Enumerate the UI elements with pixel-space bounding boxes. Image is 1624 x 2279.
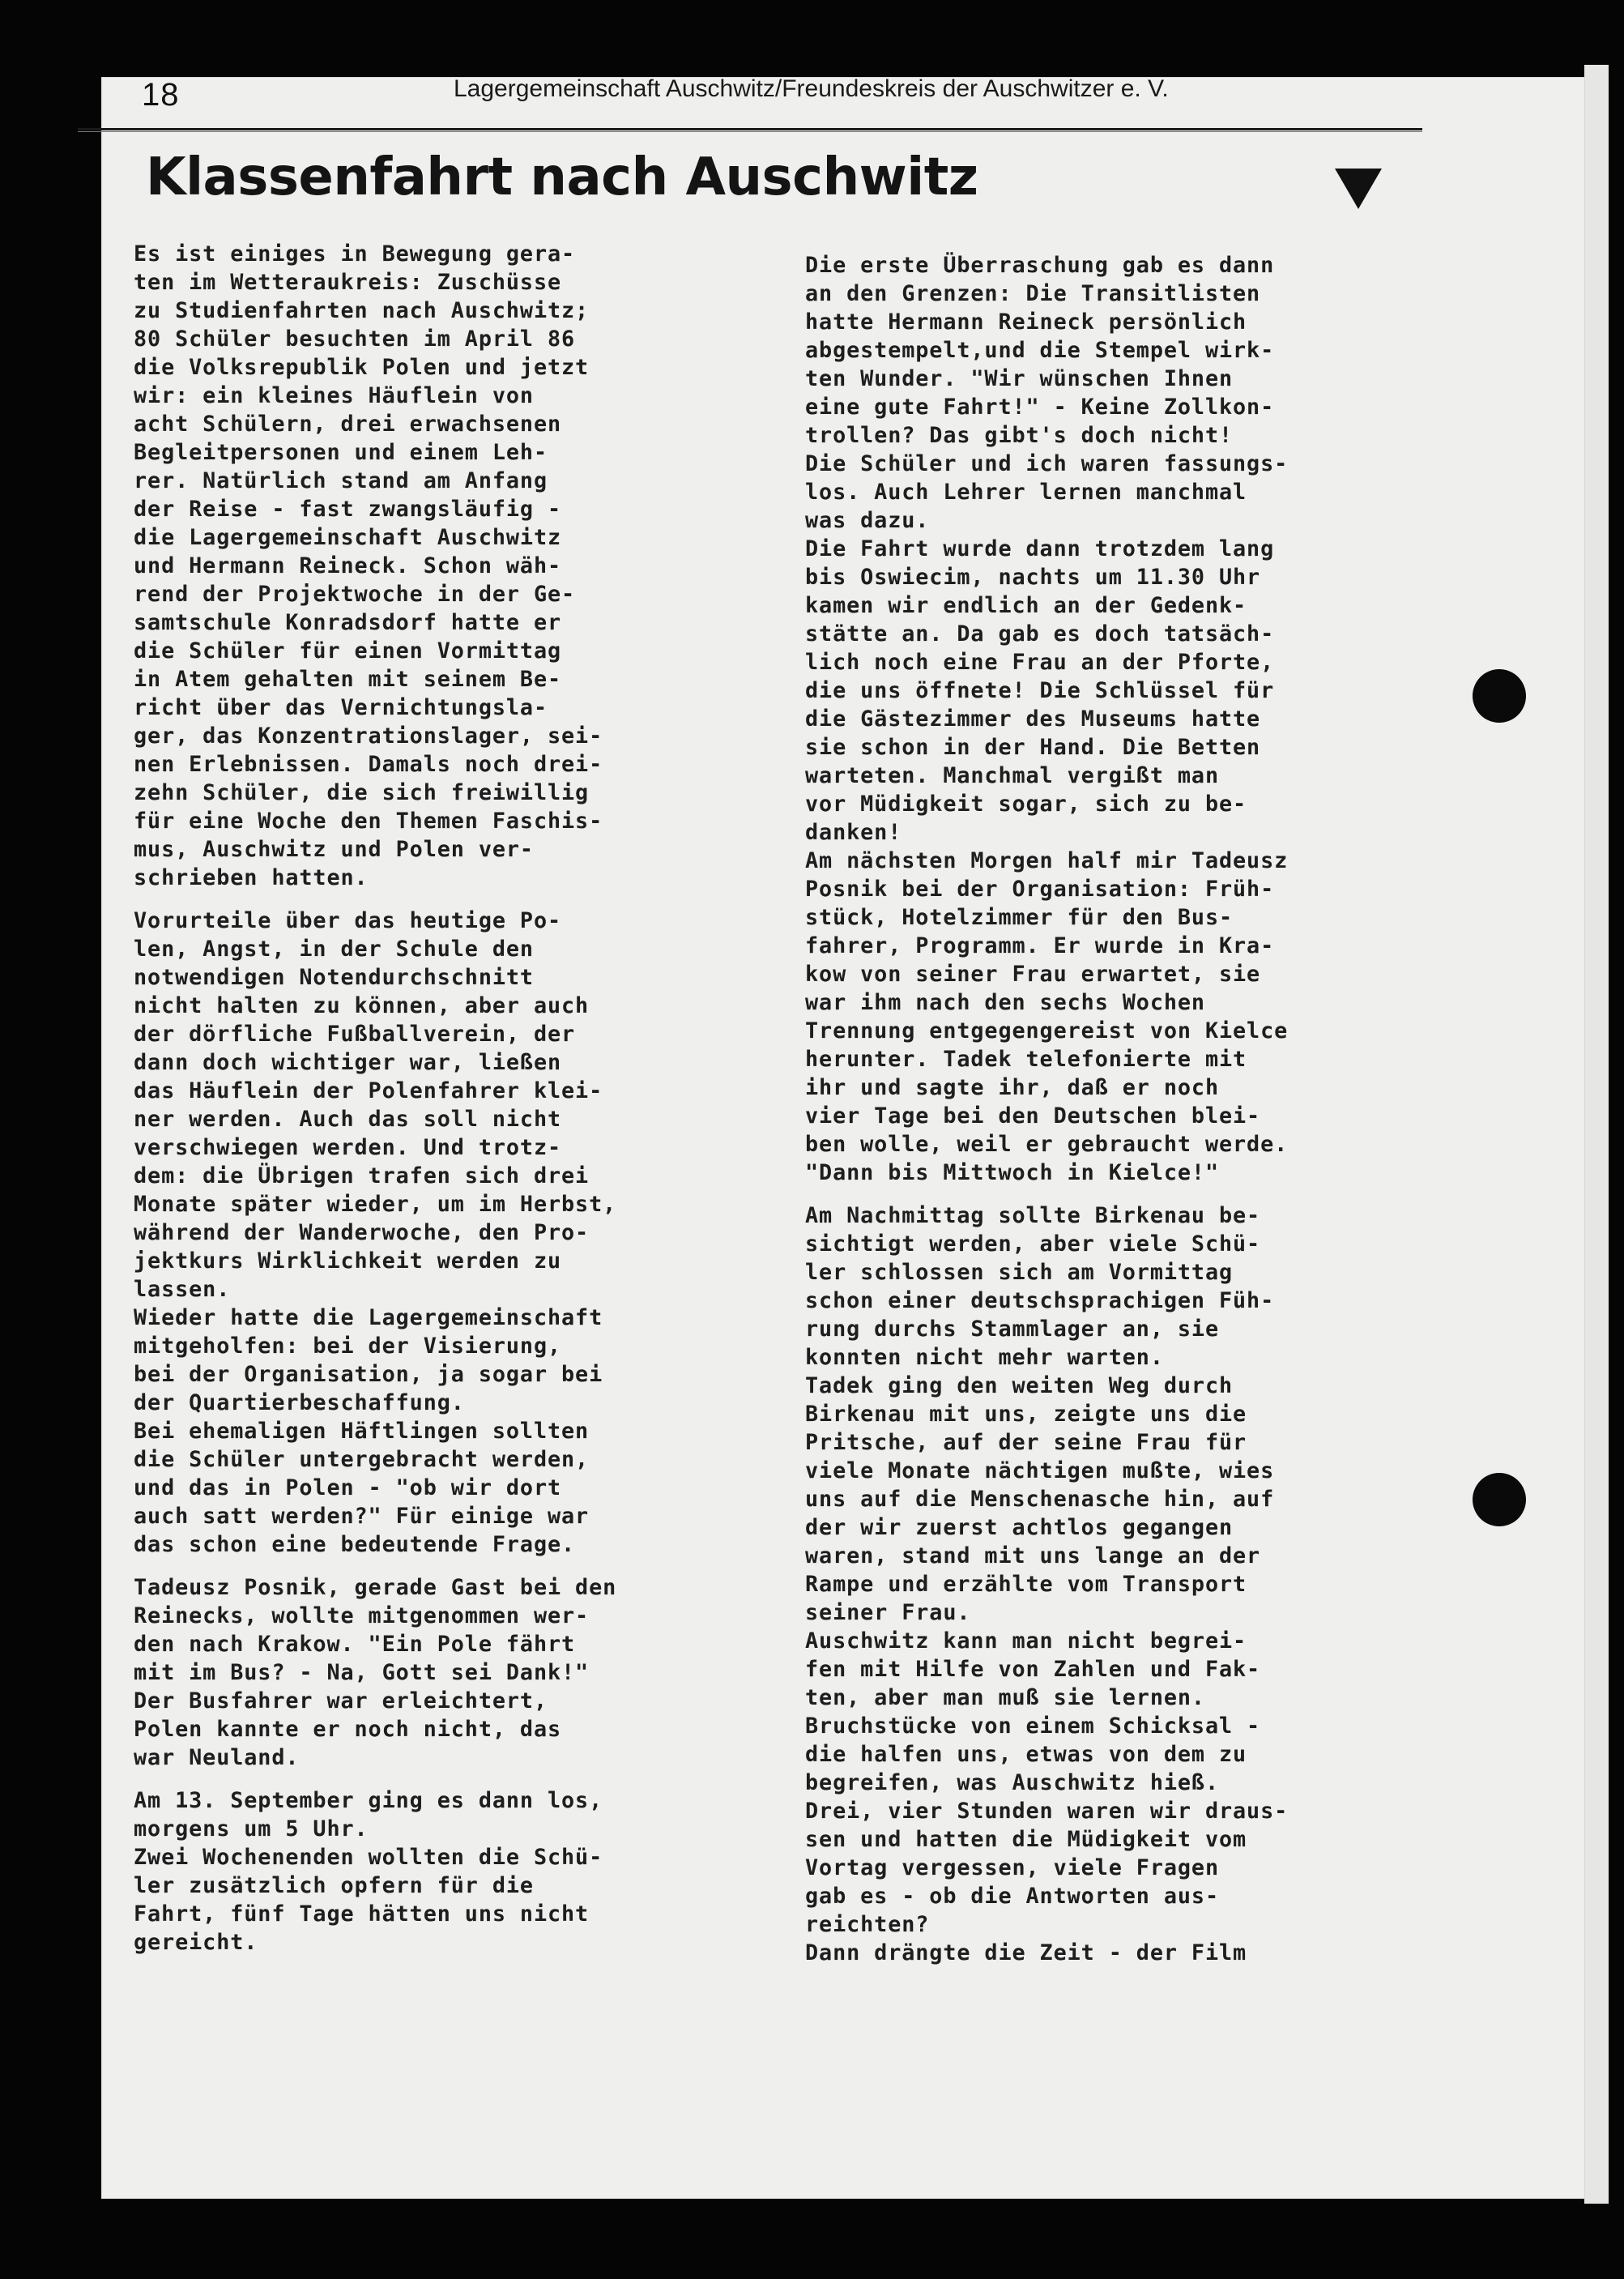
text-line: acht Schülern, drei erwachsenen [134, 412, 562, 437]
punch-hole [1473, 1473, 1526, 1526]
text-line: seiner Frau. [805, 1600, 971, 1625]
text-line: Monate später wieder, um im Herbst, [134, 1192, 617, 1217]
text-line: sichtigt werden, aber viele Schü- [805, 1231, 1261, 1257]
punch-hole [1473, 669, 1526, 723]
text-line: verschwiegen werden. Und trotz- [134, 1135, 562, 1160]
text-line: ten Wunder. "Wir wünschen Ihnen [805, 366, 1234, 391]
text-line: der wir zuerst achtlos gegangen [805, 1515, 1234, 1540]
text-line: ner werden. Auch das soll nicht [134, 1107, 562, 1132]
text-line: ler schlossen sich am Vormittag [805, 1260, 1234, 1285]
text-line: lich noch eine Frau an der Pforte, [805, 650, 1275, 675]
text-line: die Schüler für einen Vormittag [134, 638, 562, 664]
text-line: Tadek ging den weiten Weg durch [805, 1373, 1234, 1398]
text-line: lassen. [134, 1277, 231, 1302]
paragraph [134, 907, 616, 1559]
text-line: rer. Natürlich stand am Anfang [134, 468, 548, 493]
text-line: kow von seiner Frau erwartet, sie [805, 962, 1261, 987]
text-line: die Volksrepublik Polen und jetzt [134, 355, 590, 380]
text-line: waren, stand mit uns lange an der [805, 1543, 1261, 1568]
text-line: die Gästezimmer des Museums hatte [805, 706, 1261, 732]
text-line: das schon eine bedeutende Frage. [134, 1532, 576, 1557]
text-line: für eine Woche den Themen Faschis- [134, 809, 603, 834]
text-line: dem: die Übrigen trafen sich drei [134, 1163, 590, 1189]
text-line: der Quartierbeschaffung. [134, 1390, 465, 1415]
paragraph [805, 1201, 1288, 1967]
text-line: nen Erlebnissen. Damals noch drei- [134, 752, 603, 777]
down-triangle-icon [1335, 169, 1382, 209]
text-line: nicht halten zu können, aber auch [134, 993, 590, 1018]
text-line: Am 13. September ging es dann los, [134, 1788, 603, 1813]
text-line: der dörfliche Fußballverein, der [134, 1022, 576, 1047]
text-line: die Schüler untergebracht werden, [134, 1447, 590, 1472]
text-line: schon einer deutschsprachigen Füh- [805, 1288, 1275, 1313]
text-line: Die Schüler und ich waren fassungs- [805, 451, 1289, 476]
text-line: zehn Schüler, die sich freiwillig [134, 780, 590, 805]
text-line: Zwei Wochenenden wollten die Schü- [134, 1845, 603, 1870]
text-line: die Lagergemeinschaft Auschwitz [134, 525, 562, 550]
text-line: das Häuflein der Polenfahrer klei- [134, 1078, 603, 1103]
text-line: den nach Krakow. "Ein Pole fährt [134, 1632, 576, 1657]
text-line: Trennung entgegengereist von Kielce [805, 1018, 1289, 1043]
text-line: die uns öffnete! Die Schlüssel für [805, 678, 1275, 703]
text-line: Der Busfahrer war erleichtert, [134, 1688, 548, 1714]
text-line: ger, das Konzentrationslager, sei- [134, 723, 603, 749]
text-line: kamen wir endlich an der Gedenk- [805, 593, 1247, 618]
text-line: ihr und sagte ihr, daß er noch [805, 1075, 1219, 1100]
text-line: mit im Bus? - Na, Gott sei Dank!" [134, 1660, 590, 1685]
text-line: bei der Organisation, ja sogar bei [134, 1362, 603, 1387]
text-line: Drei, vier Stunden waren wir draus- [805, 1799, 1289, 1824]
text-line: hatte Hermann Reineck persönlich [805, 309, 1247, 335]
header-rule [78, 128, 1422, 130]
text-line: konnten nicht mehr warten. [805, 1345, 1164, 1370]
text-line: abgestempelt,und die Stempel wirk- [805, 338, 1275, 363]
text-line: warteten. Manchmal vergißt man [805, 763, 1219, 788]
text-line: Die erste Überraschung gab es dann [805, 253, 1275, 278]
text-line: Birkenau mit uns, zeigte uns die [805, 1402, 1247, 1427]
text-line: fahrer, Programm. Er wurde in Kra- [805, 933, 1275, 958]
text-line: gab es - ob die Antworten aus- [805, 1884, 1219, 1909]
text-line: in Atem gehalten mit seinem Be- [134, 667, 562, 692]
text-line: samtschule Konradsdorf hatte er [134, 610, 562, 635]
text-line: Polen kannte er noch nicht, das [134, 1717, 562, 1742]
text-line: vor Müdigkeit sogar, sich zu be- [805, 792, 1247, 817]
text-line: mitgeholfen: bei der Visierung, [134, 1334, 562, 1359]
page-edge [1584, 65, 1609, 2204]
text-line: notwendigen Notendurchschnitt [134, 965, 534, 990]
text-line: Fahrt, fünf Tage hätten uns nicht [134, 1901, 590, 1927]
text-line: Auschwitz kann man nicht begrei- [805, 1628, 1247, 1654]
text-line: trollen? Das gibt's doch nicht! [805, 423, 1234, 448]
text-line: "Dann bis Mittwoch in Kielce!" [805, 1160, 1219, 1185]
text-line: Dann drängte die Zeit - der Film [805, 1940, 1247, 1965]
text-line: ler zusätzlich opfern für die [134, 1873, 534, 1898]
text-line: zu Studienfahrten nach Auschwitz; [134, 298, 590, 323]
text-line: der Reise - fast zwangsläufig - [134, 497, 562, 522]
text-line: los. Auch Lehrer lernen manchmal [805, 480, 1247, 505]
text-line: gereicht. [134, 1930, 258, 1955]
text-line: reichten? [805, 1912, 930, 1937]
text-line: jektkurs Wirklichkeit werden zu [134, 1248, 562, 1274]
text-line: Vorurteile über das heutige Po- [134, 908, 562, 933]
text-line: fen mit Hilfe von Zahlen und Fak- [805, 1657, 1261, 1682]
text-line: wir: ein kleines Häuflein von [134, 383, 534, 408]
text-line: Reinecks, wollte mitgenommen wer- [134, 1603, 590, 1628]
text-line: mus, Auschwitz und Polen ver- [134, 837, 534, 862]
running-head: Lagergemeinschaft Auschwitz/Freundeskreis der Auschwitzer e. V. [454, 75, 1169, 102]
paragraph [134, 1573, 616, 1772]
text-line: 80 Schüler besuchten im April 86 [134, 326, 576, 352]
text-line: richt über das Vernichtungsla- [134, 695, 548, 720]
article-title: Klassenfahrt nach Auschwitz [146, 147, 978, 207]
text-line: morgens um 5 Uhr. [134, 1816, 369, 1842]
right-column [805, 251, 1288, 1982]
text-line: bis Oswiecim, nachts um 11.30 Uhr [805, 565, 1261, 590]
text-line: viele Monate nächtigen mußte, wies [805, 1458, 1275, 1483]
text-line: Pritsche, auf der seine Frau für [805, 1430, 1247, 1455]
text-line: Posnik bei der Organisation: Früh- [805, 877, 1275, 902]
text-line: Am Nachmittag sollte Birkenau be- [805, 1203, 1261, 1228]
text-line: Am nächsten Morgen half mir Tadeusz [805, 848, 1289, 873]
text-line: an den Grenzen: Die Transitlisten [805, 281, 1261, 306]
text-line: Rampe und erzählte vom Transport [805, 1572, 1247, 1597]
paragraph [134, 1786, 616, 1957]
text-line: rend der Projektwoche in der Ge- [134, 582, 576, 607]
text-line: war ihm nach den sechs Wochen [805, 990, 1205, 1015]
text-line: eine gute Fahrt!" - Keine Zollkon- [805, 395, 1275, 420]
text-line: stätte an. Da gab es doch tatsäch- [805, 621, 1275, 647]
text-line: Begleitpersonen und einem Leh- [134, 440, 548, 465]
text-line: sie schon in der Hand. Die Betten [805, 735, 1261, 760]
text-line: ten im Wetteraukreis: Zuschüsse [134, 270, 562, 295]
text-line: und Hermann Reineck. Schon wäh- [134, 553, 562, 578]
text-line: begreifen, was Auschwitz hieß. [805, 1770, 1219, 1795]
text-line: sen und hatten die Müdigkeit vom [805, 1827, 1247, 1852]
text-line: rung durchs Stammlager an, sie [805, 1317, 1219, 1342]
text-line: uns auf die Menschenasche hin, auf [805, 1487, 1275, 1512]
text-line: vier Tage bei den Deutschen blei- [805, 1103, 1261, 1129]
text-line: Wieder hatte die Lagergemeinschaft [134, 1305, 603, 1330]
text-line: während der Wanderwoche, den Pro- [134, 1220, 590, 1245]
text-line: Tadeusz Posnik, gerade Gast bei den [134, 1575, 617, 1600]
text-line: danken! [805, 820, 902, 845]
text-line: was dazu. [805, 508, 930, 533]
text-line: war Neuland. [134, 1745, 300, 1770]
text-line: ten, aber man muß sie lernen. [805, 1685, 1205, 1710]
header-rule-thin [78, 131, 1422, 132]
paragraph [805, 251, 1288, 1187]
text-line: die halfen uns, etwas von dem zu [805, 1742, 1247, 1767]
text-line: stück, Hotelzimmer für den Bus- [805, 905, 1234, 930]
text-line: ben wolle, weil er gebraucht werde. [805, 1132, 1289, 1157]
text-line: Die Fahrt wurde dann trotzdem lang [805, 536, 1275, 561]
text-line: Es ist einiges in Bewegung gera- [134, 241, 576, 267]
paragraph [134, 240, 616, 892]
text-line: Vortag vergessen, viele Fragen [805, 1855, 1219, 1880]
text-line: und das in Polen - "ob wir dort [134, 1475, 562, 1500]
text-line: schrieben hatten. [134, 865, 369, 890]
text-line: Bei ehemaligen Häftlingen sollten [134, 1419, 590, 1444]
page-number: 18 [142, 77, 180, 113]
text-line: Bruchstücke von einem Schicksal - [805, 1714, 1261, 1739]
text-line: auch satt werden?" Für einige war [134, 1504, 590, 1529]
text-line: len, Angst, in der Schule den [134, 937, 534, 962]
text-line: dann doch wichtiger war, ließen [134, 1050, 562, 1075]
left-column [134, 240, 616, 1971]
text-line: herunter. Tadek telefonierte mit [805, 1047, 1247, 1072]
